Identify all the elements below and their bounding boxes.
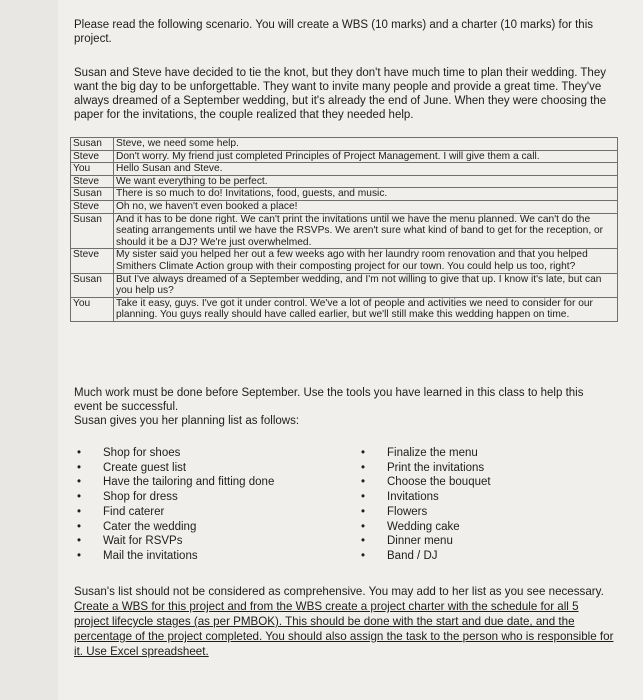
scenario-paragraph: Susan and Steve have decided to tie the knot, but they don't have much time to plan their wedding. They want the big day to be unforgettable. They want to invite many people and provide a great time. They've always dreamed of a September wedding, but it's already the end of June. When they were choosing the paper for the invitations, the couple realized that they needed help. bbox=[74, 67, 607, 121]
dialogue-line: There is so much to do! Invitations, food, guests, and music. bbox=[114, 188, 618, 201]
dialogue-line: Oh no, we haven't even booked a place! bbox=[114, 200, 618, 213]
planning-list-item: • Have the tailoring and fitting done bbox=[72, 475, 274, 490]
dialogue-line: My sister said you helped her out a few weeks ago with her laundry room renovation and that you helped Smithers Climate Action group with their composting project for our town. You could help us too, right? bbox=[114, 249, 618, 273]
dialogue-speaker: Steve bbox=[71, 249, 114, 273]
dialogue-row bbox=[71, 213, 618, 249]
dialogue-line: But I've always dreamed of a September wedding, and I'm not willing to give that up. I know it's late, but can you help us? bbox=[114, 273, 618, 297]
instructions-paragraph bbox=[74, 386, 614, 428]
planning-list-item: • Dinner menu bbox=[356, 534, 491, 549]
planning-list-item: • Flowers bbox=[356, 505, 491, 520]
assignment-paragraph bbox=[74, 584, 614, 659]
dialogue-speaker: Steve bbox=[71, 175, 114, 188]
dialogue-speaker: Steve bbox=[71, 150, 114, 163]
dialogue-row bbox=[71, 249, 618, 273]
planning-list-item: • Finalize the menu bbox=[356, 446, 491, 461]
assignment-note: Susan's list should not be considered as comprehensive. You may add to her list as you see necessary. bbox=[74, 585, 604, 598]
dialogue-row bbox=[71, 163, 618, 176]
dialogue-speaker: Susan bbox=[71, 138, 114, 151]
dialogue-line: Don't worry. My friend just completed Principles of Project Management. I will give them a call. bbox=[114, 150, 618, 163]
dialogue-row bbox=[71, 175, 618, 188]
dialogue-row bbox=[71, 297, 618, 321]
dialogue-table bbox=[70, 137, 618, 322]
planning-list-item: • Print the invitations bbox=[356, 461, 491, 476]
planning-list-item: • Choose the bouquet bbox=[356, 475, 491, 490]
assignment-task: Create a WBS for this project and from the WBS create a project charter with the schedule for all 5 project lifecycle stages (as per PMBOK). This should be done with the start and due date, and the percentage of the project completed. You should also assign the task to the person who is responsible for it. Use Excel spreadsheet. bbox=[74, 600, 614, 658]
planning-list-item: • Invitations bbox=[356, 490, 491, 505]
dialogue-row bbox=[71, 200, 618, 213]
dialogue-speaker: You bbox=[71, 163, 114, 176]
dialogue-line: Hello Susan and Steve. bbox=[114, 163, 618, 176]
dialogue-line: And it has to be done right. We can't print the invitations until we have the menu planned. We can't do the seating arrangements until we have the RSVPs. We aren't sure what kind of band to get for the reception, or should it be a DJ? We're just overwhelmed. bbox=[114, 213, 618, 249]
dialogue-line: We want everything to be perfect. bbox=[114, 175, 618, 188]
planning-list-item: • Find caterer bbox=[72, 505, 274, 520]
planning-list-left bbox=[72, 446, 274, 564]
intro-text: Please read the following scenario. You will create a WBS (10 marks) and a charter (10 marks) for this project. bbox=[74, 19, 594, 45]
dialogue-line: Steve, we need some help. bbox=[114, 138, 618, 151]
planning-list-item: • Shop for shoes bbox=[72, 446, 274, 461]
dialogue-speaker: Susan bbox=[71, 188, 114, 201]
planning-list-item: • Cater the wedding bbox=[72, 520, 274, 535]
dialogue-speaker: Steve bbox=[71, 200, 114, 213]
planning-list-item: • Shop for dress bbox=[72, 490, 274, 505]
list-intro: Susan gives you her planning list as follows: bbox=[74, 415, 300, 427]
instructions-text: Much work must be done before September. Use the tools you have learned in this class to help this event be successful. bbox=[74, 387, 584, 413]
planning-list-item: • Wedding cake bbox=[356, 520, 491, 535]
planning-list-item: • Create guest list bbox=[72, 461, 274, 476]
planning-list-item: • Band / DJ bbox=[356, 549, 491, 564]
dialogue-speaker: Susan bbox=[71, 213, 114, 249]
planning-list-item: • Mail the invitations bbox=[72, 549, 274, 564]
dialogue-speaker: You bbox=[71, 297, 114, 321]
dialogue-line: Take it easy, guys. I've got it under control. We've a lot of people and activities we need to consider for our planning. You guys really should have called earlier, but we'll still make this wedding happen on time. bbox=[114, 297, 618, 321]
planning-list-item: • Wait for RSVPs bbox=[72, 534, 274, 549]
dialogue-row bbox=[71, 188, 618, 201]
dialogue-row bbox=[71, 150, 618, 163]
dialogue-row bbox=[71, 138, 618, 151]
document-page bbox=[58, 0, 643, 700]
planning-list-right bbox=[356, 446, 491, 564]
dialogue-row bbox=[71, 273, 618, 297]
dialogue-speaker: Susan bbox=[71, 273, 114, 297]
